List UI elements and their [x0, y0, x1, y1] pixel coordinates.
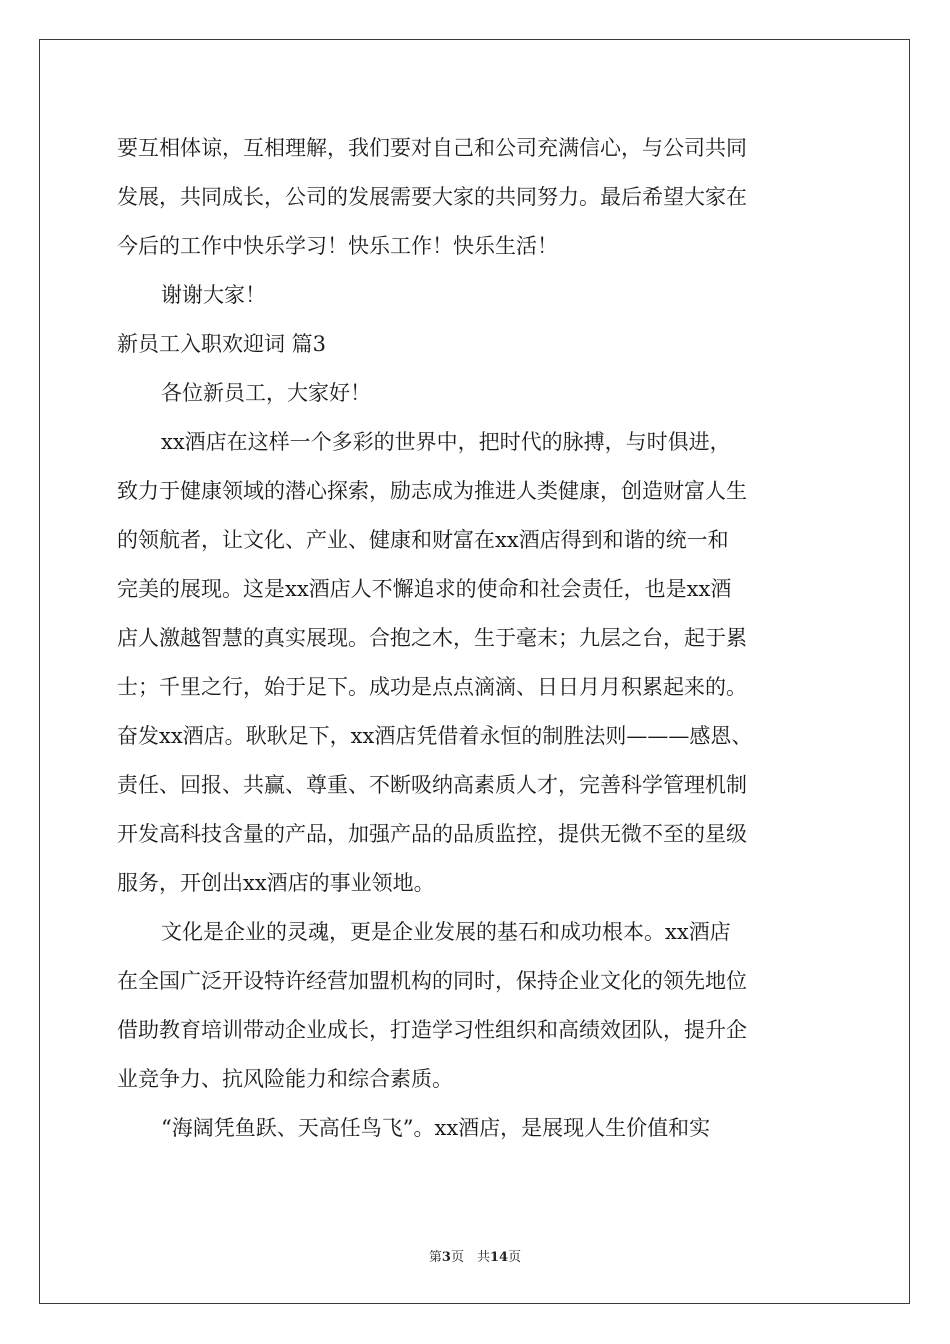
- greeting-line: 各位新员工，大家好！: [161, 381, 371, 405]
- text-line: 在全国广泛开设特许经营加盟机构的同时，保持企业文化的领先地位: [117, 969, 747, 993]
- text-line: 士；千里之行，始于足下。成功是点点滴滴、日日月月积累起来的。: [117, 675, 747, 699]
- text-line: 发展，共同成长，公司的发展需要大家的共同努力。最后希望大家在: [117, 185, 747, 209]
- text-line: 开发高科技含量的产品，加强产品的品质监控，提供无微不至的星级: [117, 822, 747, 846]
- text-line: xx酒店在这样一个多彩的世界中，把时代的脉搏，与时俱进，: [161, 430, 731, 454]
- text-line: 文化是企业的灵魂，更是企业发展的基石和成功根本。xx酒店: [161, 920, 731, 944]
- text-line: 责任、回报、共赢、尊重、不断吸纳高素质人才，完善科学管理机制: [117, 773, 747, 797]
- text-line: 要互相体谅，互相理解，我们要对自己和公司充满信心，与公司共同: [117, 136, 747, 160]
- text-line: 今后的工作中快乐学习！快乐工作！快乐生活！: [117, 234, 558, 258]
- footer-suffix: 页: [508, 1250, 522, 1265]
- footer-mid: 页 共: [450, 1250, 490, 1265]
- text-line: 奋发xx酒店。耿耿足下，xx酒店凭借着永恒的制胜法则———感恩、: [117, 724, 753, 748]
- text-line: 店人激越智慧的真实展现。合抱之木，生于毫末；九层之台，起于累: [117, 626, 747, 650]
- text-line: 业竞争力、抗风险能力和综合素质。: [117, 1067, 453, 1091]
- document-body: [117, 124, 837, 1153]
- footer-prefix: 第: [428, 1250, 442, 1265]
- text-line: 服务，开创出xx酒店的事业领地。: [117, 871, 435, 895]
- text-line: 谢谢大家！: [161, 283, 266, 307]
- page-footer: [0, 1246, 950, 1265]
- text-line: 借助教育培训带动企业成长，打造学习性组织和高绩效团队，提升企: [117, 1018, 747, 1042]
- footer-total-pages: 14: [489, 1250, 509, 1265]
- footer-current-page: 3: [441, 1250, 451, 1265]
- text-line: “海阔凭鱼跃、天高任鸟飞”。xx酒店，是展现人生价值和实: [161, 1116, 711, 1140]
- text-line: 完美的展现。这是xx酒店人不懈追求的使命和社会责任，也是xx酒: [117, 577, 732, 601]
- text-line: 致力于健康领域的潜心探索，励志成为推进人类健康，创造财富人生: [117, 479, 747, 503]
- section-heading: 新员工入职欢迎词 篇3: [117, 332, 327, 356]
- text-line: 的领航者，让文化、产业、健康和财富在xx酒店得到和谐的统一和: [117, 528, 729, 552]
